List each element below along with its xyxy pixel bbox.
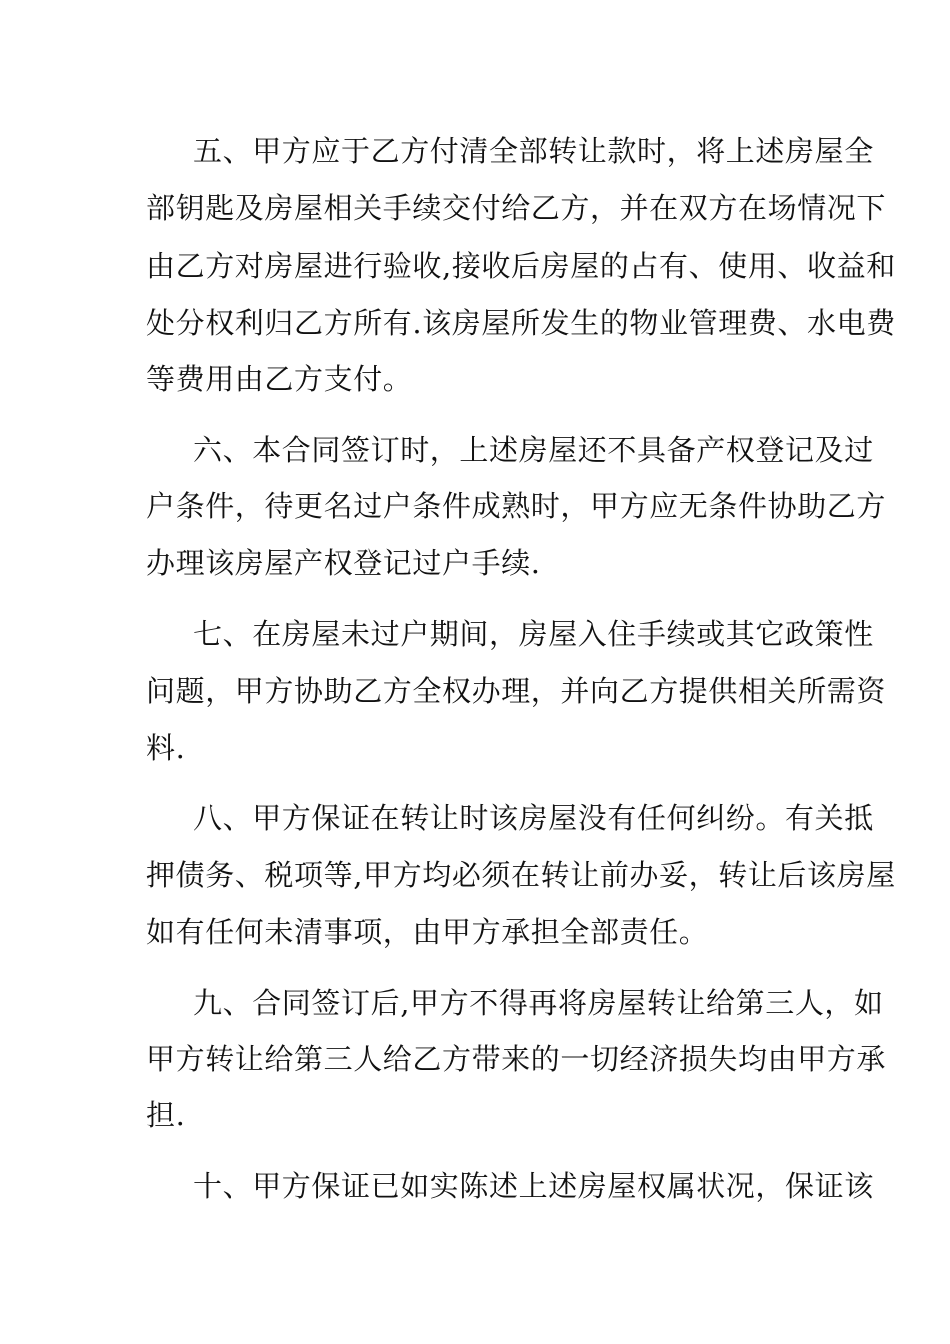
clause-5-line-3: 由乙方对房屋进行验收,接收后房屋的占有、使用、收益和: [146, 249, 896, 283]
clause-8-line-2: 押债务、税项等,甲方均必须在转让前办妥，转让后该房屋: [146, 858, 896, 892]
clause-9-line-2: 甲方转让给第三人给乙方带来的一切经济损失均由甲方承: [146, 1042, 887, 1076]
clause-6-line-1: 六、本合同签订时，上述房屋还不具备产权登记及过: [193, 433, 874, 467]
clause-7-line-3: 料.: [146, 731, 186, 765]
clause-8-line-3: 如有任何未清事项，由甲方承担全部责任。: [146, 915, 709, 949]
clause-5-line-5: 等费用由乙方支付。: [146, 362, 413, 396]
clause-10-line-1: 十、甲方保证已如实陈述上述房屋权属状况，保证该: [193, 1169, 874, 1203]
clause-8-line-1: 八、甲方保证在转让时该房屋没有任何纠纷。有关抵: [193, 801, 874, 835]
clause-5-line-4: 处分权利归乙方所有.该房屋所发生的物业管理费、水电费: [146, 306, 896, 340]
clause-5-line-1: 五、甲方应于乙方付清全部转让款时，将上述房屋全: [193, 134, 874, 168]
clause-7-line-2: 问题，甲方协助乙方全权办理，并向乙方提供相关所需资: [146, 674, 887, 708]
clause-5-line-2: 部钥匙及房屋相关手续交付给乙方，并在双方在场情况下: [146, 191, 887, 225]
clause-7-line-1: 七、在房屋未过户期间，房屋入住手续或其它政策性: [193, 617, 874, 651]
clause-6-line-2: 户条件，待更名过户条件成熟时，甲方应无条件协助乙方: [146, 489, 887, 523]
clause-9-line-3: 担.: [146, 1098, 186, 1132]
clause-6-line-3: 办理该房屋产权登记过户手续.: [146, 546, 541, 580]
clause-9-line-1: 九、合同签订后,甲方不得再将房屋转让给第三人，如: [193, 986, 884, 1020]
